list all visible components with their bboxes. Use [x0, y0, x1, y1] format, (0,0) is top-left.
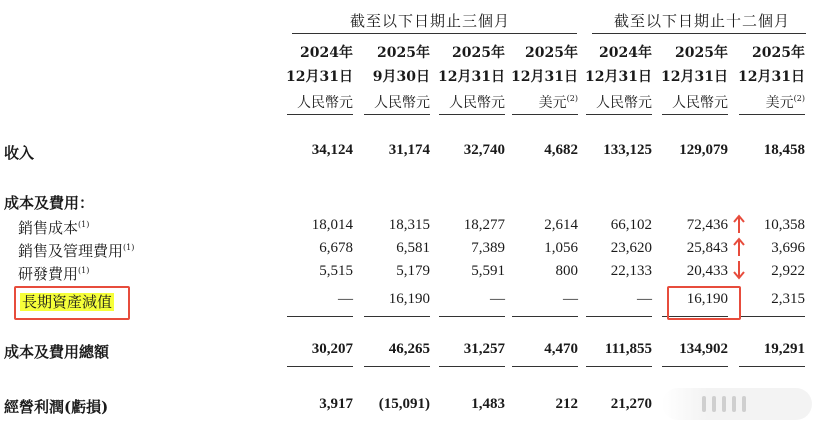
label-total-costs: 成本及費用總額: [4, 343, 110, 361]
column-unit-text: 人民幣元: [596, 95, 652, 111]
column-date: 12月31日: [438, 69, 505, 85]
column-unit-text: 美元: [538, 95, 567, 111]
column-year: 2024年: [300, 45, 353, 61]
cell-impairment: —: [338, 291, 353, 307]
cell-sga: 3,696: [771, 240, 805, 256]
header-three-months-rule: [292, 33, 577, 34]
total-costs-rule: [739, 366, 805, 367]
cell-total-costs: 46,265: [388, 341, 430, 357]
column-year: 2025年: [752, 45, 805, 61]
cell-total-costs: 4,470: [544, 341, 578, 357]
cell-revenue: 32,740: [463, 142, 505, 158]
impairment-rule: [364, 316, 430, 317]
column-date: 12月31日: [738, 69, 805, 85]
up-arrow-icon: [731, 237, 747, 257]
column-unit-text: 人民幣元: [374, 95, 430, 111]
column-date: 12月31日: [511, 69, 578, 85]
cell-revenue: 34,124: [311, 142, 353, 158]
cell-total-costs: 30,207: [311, 341, 353, 357]
total-costs-rule: [364, 366, 430, 367]
cell-impairment: —: [490, 291, 505, 307]
column-year: 2025年: [452, 45, 505, 61]
column-unit-note: (2): [566, 94, 578, 103]
up-arrow-icon: [731, 214, 747, 234]
cell-rnd: 20,433: [686, 263, 728, 279]
cell-sga: 6,581: [396, 240, 430, 256]
cell-total-costs: 31,257: [463, 341, 505, 357]
total-costs-rule: [439, 366, 505, 367]
column-header-rule: [287, 114, 353, 115]
column-date: 12月31日: [661, 69, 728, 85]
label-revenue: 收入: [4, 144, 35, 162]
label-sga: 銷售及管理費用$^{(1)}$: [18, 242, 135, 260]
total-costs-rule: [662, 366, 728, 367]
loading-overlay: [662, 388, 812, 420]
cell-total-costs: 134,902: [679, 341, 728, 357]
column-header-rule: [364, 114, 430, 115]
column-unit-text: 人民幣元: [672, 95, 728, 111]
column-date: 12月31日: [286, 69, 353, 85]
loading-bar: [742, 396, 746, 412]
impairment-value-box: [667, 286, 741, 320]
impairment-label-box: [14, 286, 130, 320]
label-rnd: 研發費用$^{(1)}$: [18, 265, 90, 283]
cell-revenue: 129,079: [679, 142, 728, 158]
cell-sga: 23,620: [610, 240, 652, 256]
cell-rnd: 5,179: [396, 263, 430, 279]
cell-operating: (15,091): [378, 396, 430, 412]
column-year: 2024年: [599, 45, 652, 61]
column-header-rule: [586, 114, 652, 115]
cell-cost-of-sales: 66,102: [610, 217, 652, 233]
label-costs-header: 成本及費用：: [4, 194, 95, 212]
column-unit-text: 人民幣元: [297, 95, 353, 111]
cell-impairment: 16,190: [388, 291, 430, 307]
cell-sga: 7,389: [471, 240, 505, 256]
cell-rnd: 800: [555, 263, 578, 279]
cell-operating: 3,917: [319, 396, 353, 412]
impairment-highlight: 長期資產減值: [22, 293, 113, 311]
header-three-months: 截至以下日期止三個月: [350, 12, 511, 30]
column-header-rule: [439, 114, 505, 115]
cell-sga: 1,056: [544, 240, 578, 256]
cell-sga: 25,843: [686, 240, 728, 256]
impairment-rule: [586, 316, 652, 317]
column-unit-note: (2): [793, 94, 805, 103]
header-twelve-months-rule: [592, 33, 806, 34]
header-twelve-months: 截至以下日期止十二個月: [614, 12, 791, 30]
cell-revenue: 133,125: [603, 142, 652, 158]
impairment-rule: [439, 316, 505, 317]
down-arrow-icon: [731, 260, 747, 280]
total-costs-rule: [512, 366, 578, 367]
cell-operating: 212: [555, 396, 578, 412]
column-header-rule: [739, 114, 805, 115]
cell-cost-of-sales: 18,014: [311, 217, 353, 233]
cell-cost-of-sales: 72,436: [686, 217, 728, 233]
cell-impairment: —: [563, 291, 578, 307]
impairment-rule: [739, 316, 805, 317]
column-date: 12月31日: [585, 69, 652, 85]
cell-rnd: 2,922: [771, 263, 805, 279]
column-year: 2025年: [525, 45, 578, 61]
column-unit-text: 人民幣元: [449, 95, 505, 111]
cell-revenue: 4,682: [544, 142, 578, 158]
column-header-rule: [512, 114, 578, 115]
column-unit-text: 美元: [765, 95, 794, 111]
column-unit: [715, 92, 805, 112]
cell-rnd: 5,591: [471, 263, 505, 279]
label-cost-of-sales: 銷售成本$^{(1)}$: [18, 219, 90, 237]
column-date: 9月30日: [372, 69, 430, 85]
cell-rnd: 5,515: [319, 263, 353, 279]
loading-bar: [722, 396, 726, 412]
cell-impairment: —: [637, 291, 652, 307]
label-operating: 經營利潤(虧損): [4, 398, 109, 416]
impairment-rule: [287, 316, 353, 317]
cell-sga: 6,678: [319, 240, 353, 256]
total-costs-rule: [287, 366, 353, 367]
cell-cost-of-sales: 10,358: [763, 217, 805, 233]
cell-impairment: 2,315: [771, 291, 805, 307]
cell-revenue: 18,458: [763, 142, 805, 158]
impairment-rule: [512, 316, 578, 317]
cell-rnd: 22,133: [610, 263, 652, 279]
loading-bar: [732, 396, 736, 412]
loading-bar: [712, 396, 716, 412]
total-costs-rule: [586, 366, 652, 367]
cell-total-costs: 19,291: [763, 341, 805, 357]
cell-revenue: 31,174: [388, 142, 430, 158]
column-header-rule: [662, 114, 728, 115]
cell-cost-of-sales: 18,277: [463, 217, 505, 233]
cell-operating: 1,483: [471, 396, 505, 412]
cell-cost-of-sales: 2,614: [544, 217, 578, 233]
cell-cost-of-sales: 18,315: [388, 217, 430, 233]
cell-impairment: 16,190: [686, 291, 728, 307]
column-year: 2025年: [377, 45, 430, 61]
cell-total-costs: 111,855: [604, 341, 652, 357]
column-year: 2025年: [675, 45, 728, 61]
cell-operating: 21,270: [610, 396, 652, 412]
loading-bar: [702, 396, 706, 412]
